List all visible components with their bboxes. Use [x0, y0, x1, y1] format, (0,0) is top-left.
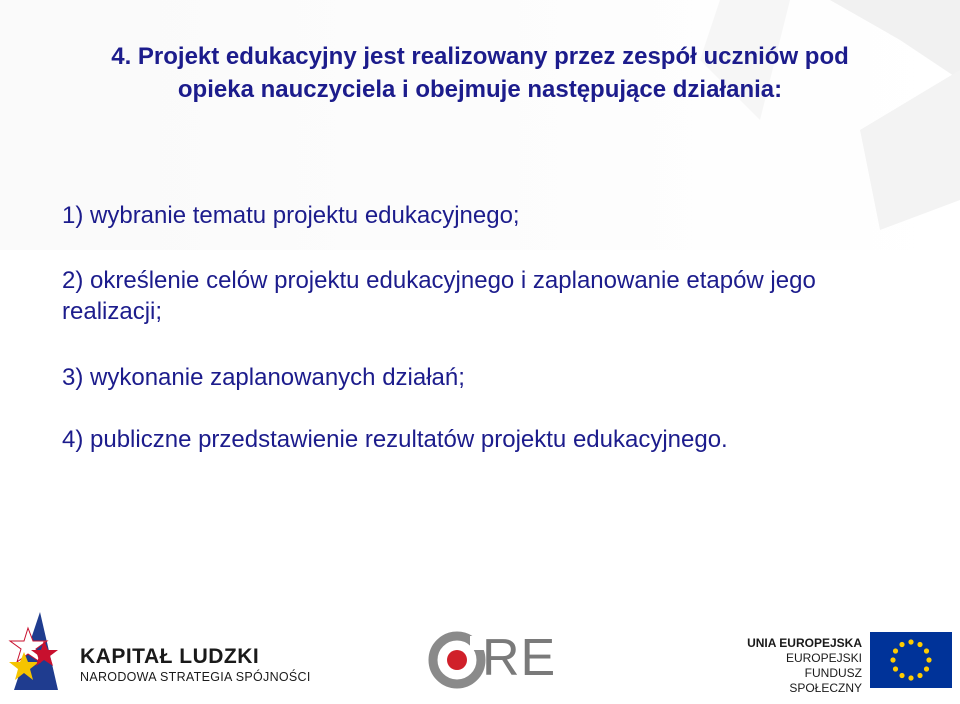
eu-fund-label-2: FUNDUSZ SPOŁECZNY	[789, 666, 862, 695]
list-item: 3) wykonanie zaplanowanych działań;	[62, 364, 465, 391]
slide-title	[0, 40, 960, 106]
eu-union-label: UNIA EUROPEJSKA	[747, 636, 862, 650]
kapital-ludzki-logo-mark	[9, 612, 58, 690]
kapital-ludzki-subtitle: NARODOWA STRATEGIA SPÓJNOŚCI	[80, 670, 311, 684]
eu-fund-label-1: EUROPEJSKI	[785, 651, 862, 665]
list-item-line-1: 2) określenie celów projektu edukacyjnego i zaplanowanie etapów jego	[62, 267, 816, 294]
list-item-line-2: realizacji;	[62, 298, 163, 325]
list-item	[62, 265, 922, 327]
ore-logo-text: RE	[482, 629, 557, 687]
eu-logo-text	[730, 636, 862, 696]
kapital-ludzki-title: KAPITAŁ LUDZKI	[80, 645, 260, 668]
title-line-2: opieka nauczyciela i obejmuje następujące działania:	[177, 76, 783, 103]
list-item: 1) wybranie tematu projektu edukacyjnego;	[62, 202, 520, 229]
eu-flag-icon	[870, 632, 952, 688]
ore-logo-mark	[433, 636, 484, 684]
kapital-ludzki-logo-text	[80, 646, 311, 684]
list-item: 4) publiczne przedstawienie rezultatów projektu edukacyjnego.	[62, 426, 728, 453]
title-line-1: 4. Projekt edukacyjny jest realizowany przez zespół uczniów pod	[111, 43, 849, 70]
